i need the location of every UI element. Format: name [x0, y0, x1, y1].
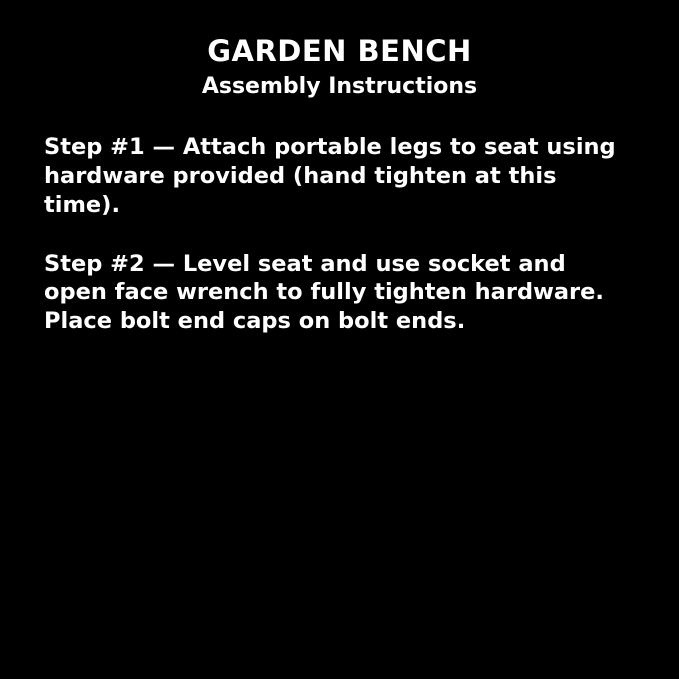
list-item: Step #1 — Attach portable legs to seat using hardware provided (hand tighten at this time). — [44, 134, 616, 218]
steps-list — [0, 133, 679, 336]
page-title: GARDEN BENCH — [207, 34, 472, 68]
list-item: Step #2 — Level seat and use socket and open face wrench to fully tighten hardware. Place bolt end caps on bolt ends. — [44, 250, 604, 335]
header — [0, 0, 679, 99]
page-subtitle: Assembly Instructions — [201, 73, 478, 99]
